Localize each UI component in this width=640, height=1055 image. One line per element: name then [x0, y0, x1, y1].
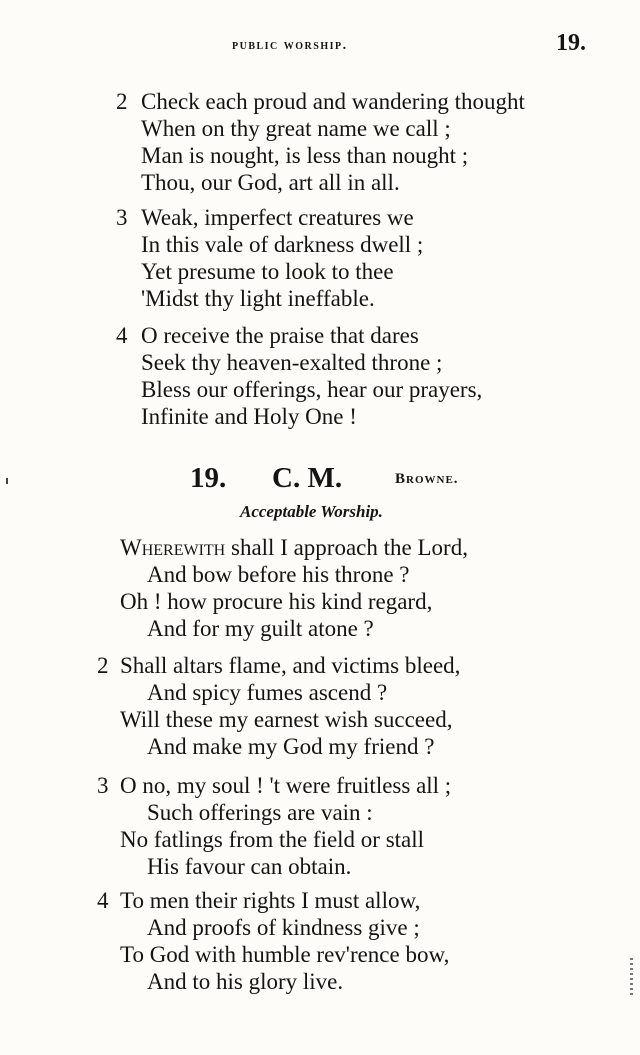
verse-line: And bow before his throne ?: [147, 562, 410, 587]
verse-line: Oh ! how procure his kind regard,: [120, 589, 433, 614]
hymn-author: Browne.: [395, 471, 459, 487]
verse-line: No fatlings from the field or stall: [120, 827, 425, 852]
running-head: public worship.: [232, 38, 348, 53]
verse-line: Check each proud and wandering thought: [141, 89, 525, 114]
verse-line: Such offerings are vain :: [147, 800, 373, 825]
verse-line: To God with humble rev'rence bow,: [120, 942, 450, 967]
verse-line: And proofs of kindness give ;: [147, 915, 420, 940]
stanza-number: 4: [97, 888, 109, 913]
verse-line: Weak, imperfect creatures we: [141, 205, 414, 230]
verse-line: O no, my soul ! 't were fruitless all ;: [120, 773, 452, 798]
stanza-number: 3: [116, 205, 128, 230]
verse-line: When on thy great name we call ;: [141, 116, 451, 141]
verse-line: Seek thy heaven-exalted throne ;: [141, 350, 443, 375]
stanza-number: 3: [97, 773, 109, 798]
verse-line: And to his glory live.: [147, 969, 344, 994]
stanza-number: 2: [116, 89, 128, 114]
verse-line: [120, 535, 468, 561]
verse-line: Yet presume to look to thee: [141, 259, 394, 284]
verse-line: His favour can obtain.: [147, 854, 352, 879]
hymn-meter: C. M.: [272, 462, 343, 494]
verse-line: O receive the praise that dares: [141, 323, 419, 348]
verse-line: Infinite and Holy One !: [141, 404, 357, 429]
verse-line: And spicy fumes ascend ?: [147, 680, 388, 705]
verse-line: Thou, our God, art all in all.: [141, 170, 400, 195]
hymn-title: Acceptable Worship.: [240, 502, 383, 521]
verse-line: Will these my earnest wish succeed,: [120, 707, 453, 732]
verse-line: Man is nought, is less than nought ;: [141, 143, 469, 168]
hymn-heading: [0, 462, 640, 502]
stanza-number: 2: [97, 653, 109, 678]
stanza-number: 4: [116, 323, 128, 348]
verse-line: 'Midst thy light ineffable.: [141, 286, 375, 311]
verse-line-rest: shall I approach the Lord,: [225, 535, 468, 560]
verse-line: To men their rights I must allow,: [120, 888, 421, 913]
hymn-number: 19.: [190, 462, 227, 494]
page-edge-marks: [630, 958, 633, 998]
first-word: Wherewith: [120, 535, 226, 560]
page-number: 19.: [556, 30, 586, 56]
verse-line: And for my guilt atone ?: [147, 616, 374, 641]
verse-line: And make my God my friend ?: [147, 734, 435, 759]
verse-line: In this vale of darkness dwell ;: [141, 232, 424, 257]
verse-line: Bless our offerings, hear our prayers,: [141, 377, 483, 402]
verse-line: Shall altars flame, and victims bleed,: [120, 653, 461, 678]
